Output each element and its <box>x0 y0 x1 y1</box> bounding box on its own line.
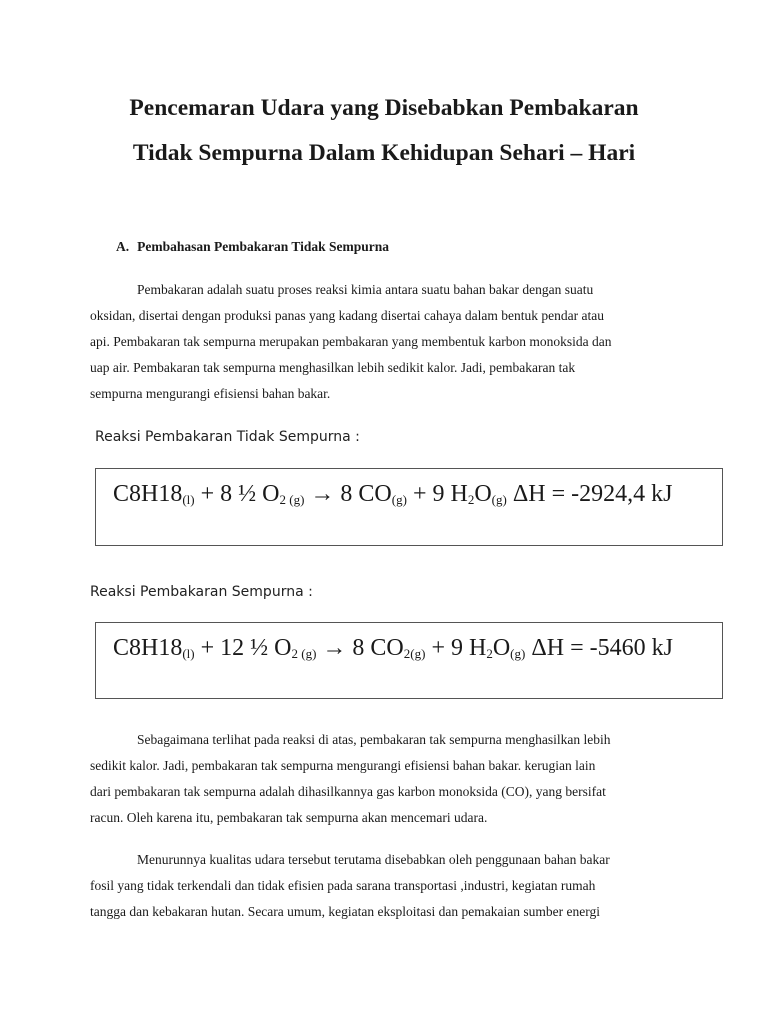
equation-incomplete: $C8H18_{(l)} + 8$ ½ $O_{2 (g)} \to 8$ $CO_{(g)} + 9$ $H_2O_{(g)}$ ΔH = -2924,4 kJ <box>113 481 673 507</box>
paragraph-1-line: oksidan, disertai dengan produksi panas yang kadang disertai cahaya dalam bentuk pendar atau <box>90 308 604 323</box>
paragraph-1-line: Pembakaran adalah suatu proses reaksi kimia antara suatu bahan bakar dengan suatu <box>137 282 594 297</box>
equation-box-complete <box>95 622 723 699</box>
paragraph-2-line: Sebagaimana terlihat pada reaksi di atas, pembakaran tak sempurna menghasilkan lebih <box>137 732 611 747</box>
paragraph-3-line: Menurunnya kualitas udara tersebut terutama disebabkan oleh penggunaan bahan bakar <box>137 852 610 867</box>
section-a-title: Pembahasan Pembakaran Tidak Sempurna <box>137 239 390 254</box>
paragraph-2-line: sedikit kalor. Jadi, pembakaran tak sempurna mengurangi efisiensi bahan bakar. kerugian lain <box>90 758 596 773</box>
paragraph-2 <box>90 727 690 831</box>
incomplete-combustion-label: Reaksi Pembakaran Tidak Sempurna : <box>95 429 360 445</box>
section-a-heading <box>116 237 389 257</box>
paragraph-3-line: tangga dan kebakaran hutan. Secara umum, kegiatan eksploitasi dan pemakaian sumber energi <box>90 904 600 919</box>
title-line-1: Pencemaran Udara yang Disebabkan Pembakaran <box>129 95 639 121</box>
paragraph-1-line: sempurna mengurangi efisiensi bahan bakar. <box>90 386 331 401</box>
paragraph-3 <box>90 847 690 925</box>
paragraph-2-line: racun. Oleh karena itu, pembakaran tak sempurna akan mencemari udara. <box>90 810 488 825</box>
equation-complete: $C8H18_{(l)} + 12$ ½ $O_{2 (g)} \to 8$ $CO_{2(g)} + 9$ $H_2O_{(g)}$ ΔH = -5460 kJ <box>113 635 673 661</box>
equation-box-incomplete <box>95 468 723 546</box>
paragraph-1-line: api. Pembakaran tak sempurna merupakan pembakaran yang membentuk karbon monoksida dan <box>90 334 612 349</box>
paragraph-1 <box>90 277 690 407</box>
title-line-2: Tidak Sempurna Dalam Kehidupan Sehari – Hari <box>132 140 636 166</box>
paragraph-1-line: uap air. Pembakaran tak sempurna menghasilkan lebih sedikit kalor. Jadi, pembakaran tak <box>90 360 576 375</box>
paragraph-2-line: dari pembakaran tak sempurna adalah dihasilkannya gas karbon monoksida (CO), yang bersifat <box>90 784 606 799</box>
complete-combustion-label: Reaksi Pembakaran Sempurna : <box>90 584 313 600</box>
section-a-letter: A. <box>116 239 130 254</box>
paragraph-3-line: fosil yang tidak terkendali dan tidak efisien pada sarana transportasi ,industri, kegiatan rumah <box>90 878 596 893</box>
